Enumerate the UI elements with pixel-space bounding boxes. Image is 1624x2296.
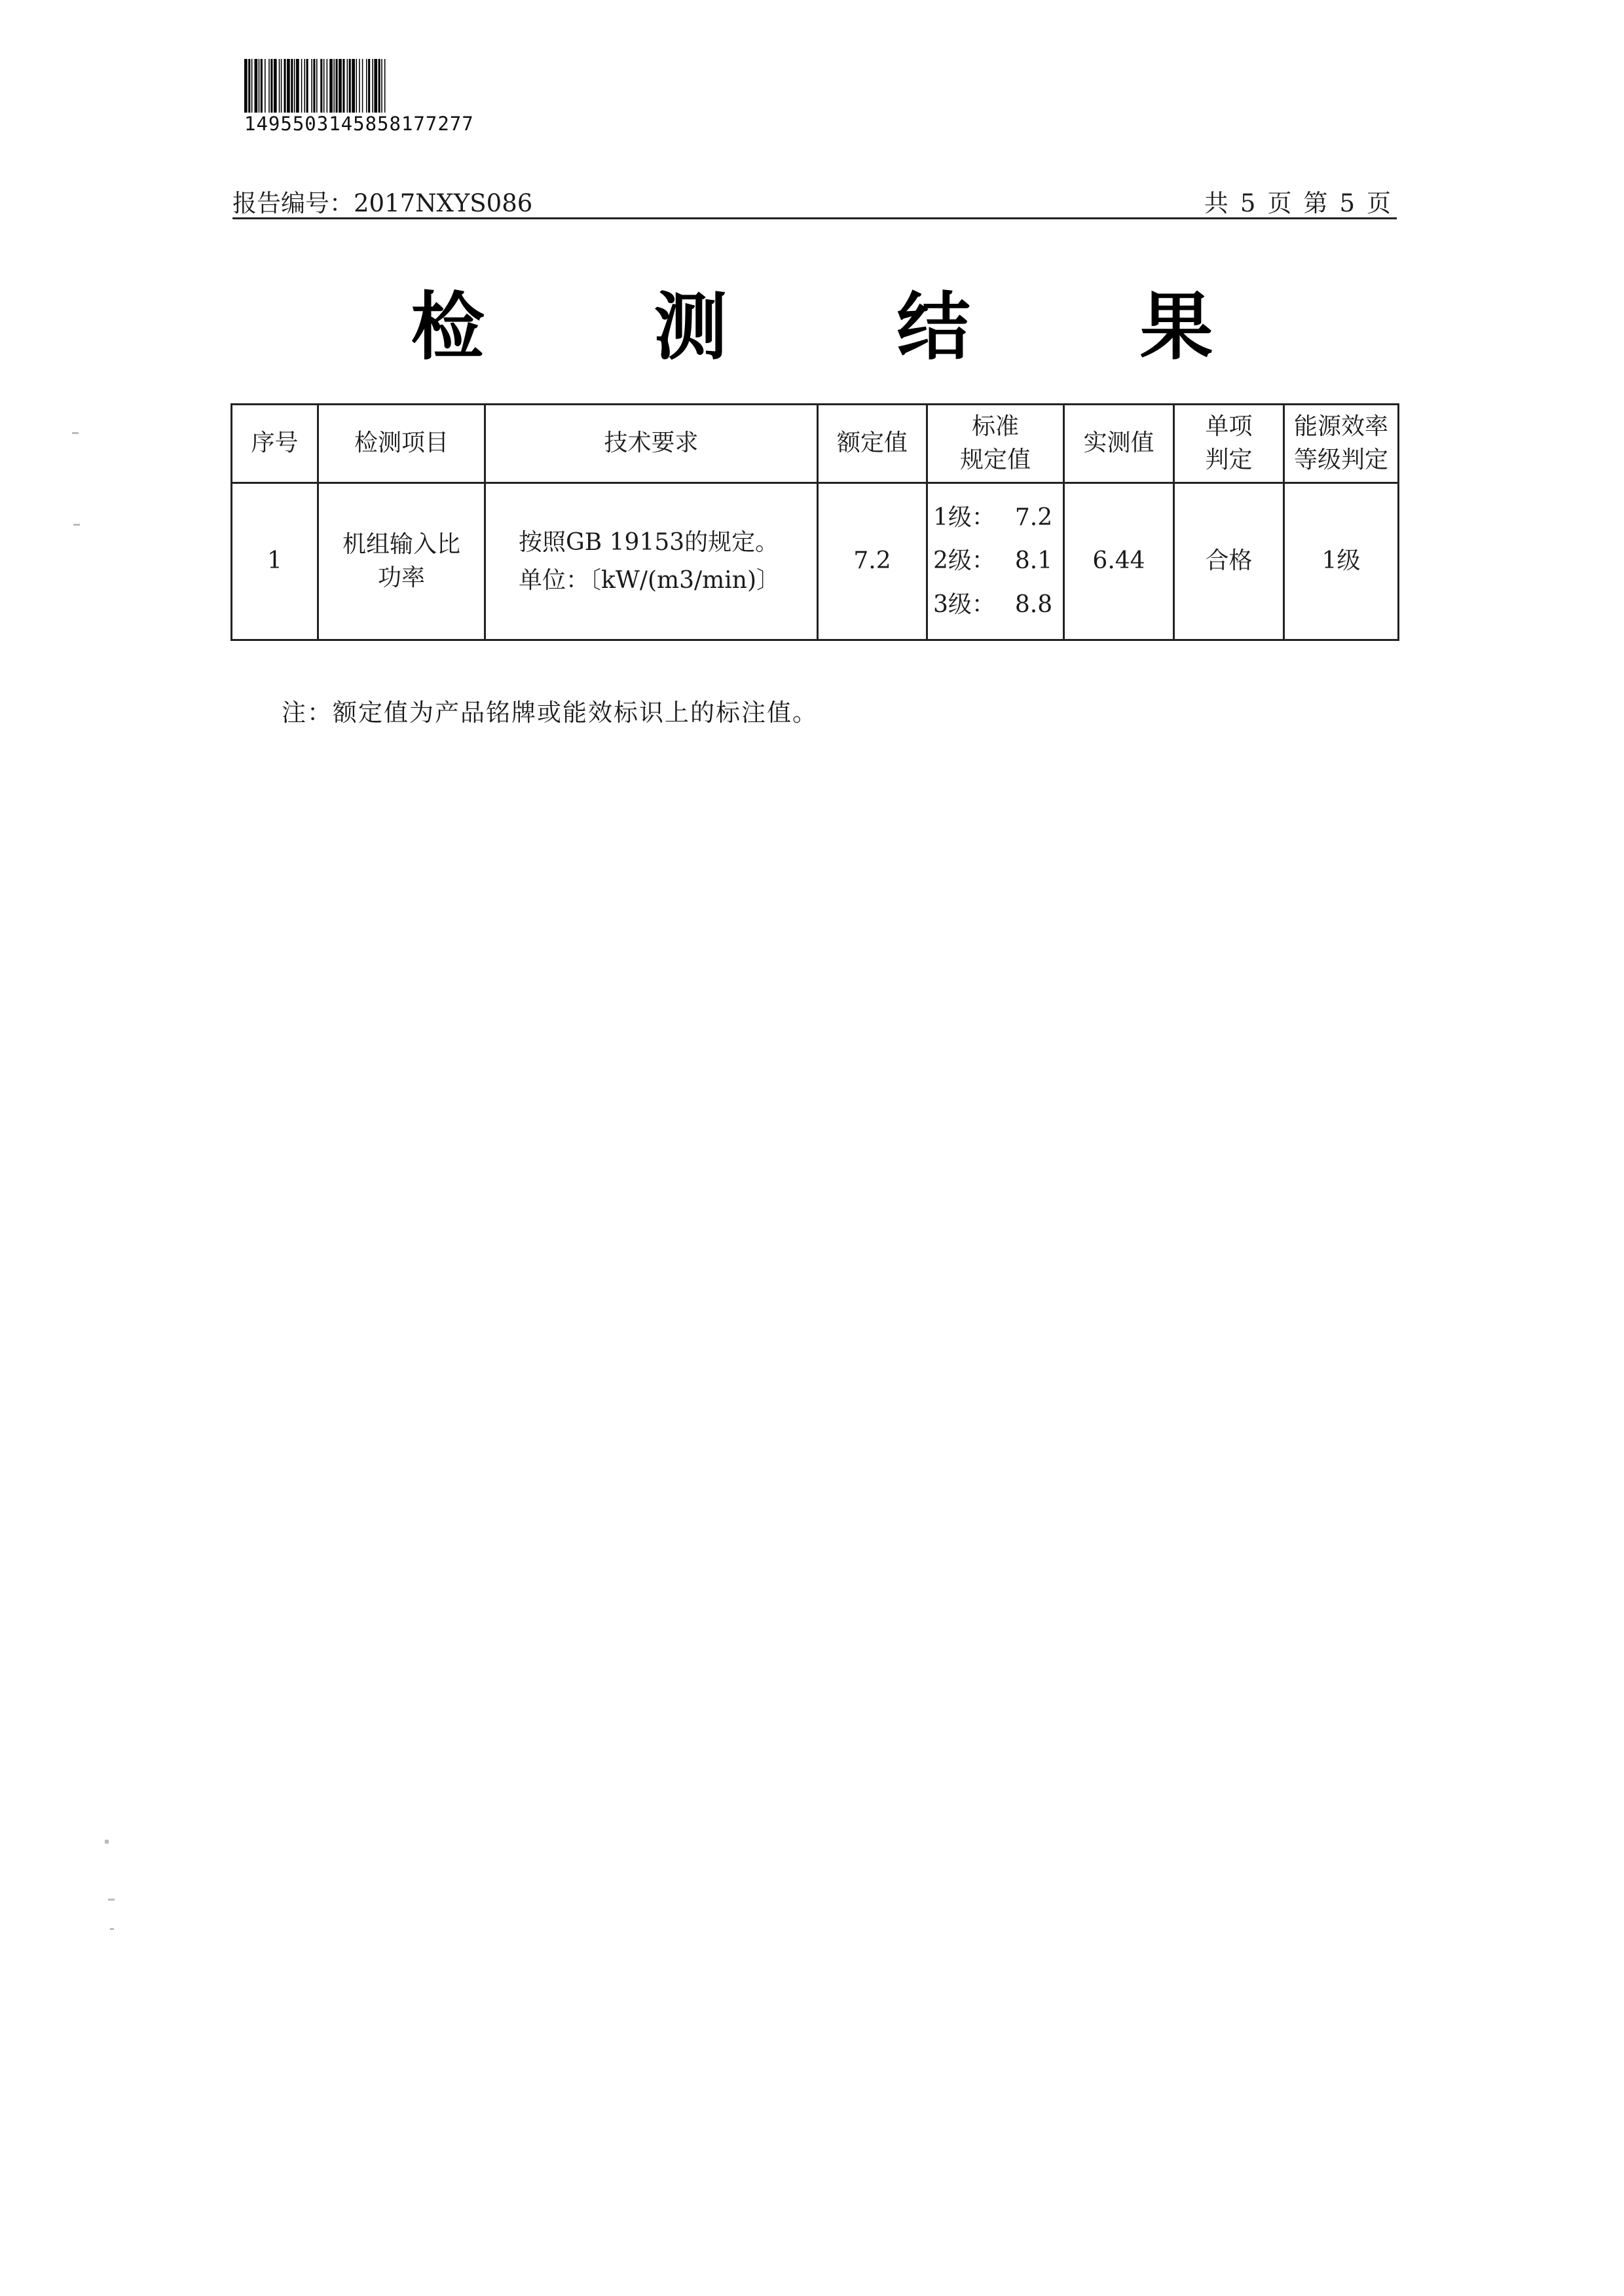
col-header-measured: 实测值: [1064, 405, 1174, 483]
page-label: 页: [1367, 189, 1391, 217]
cell-judgement: 合格: [1174, 483, 1284, 640]
barcode-bar: [323, 59, 325, 113]
barcode-bar: [296, 59, 299, 113]
barcode-bar: [356, 59, 358, 113]
barcode-bar: [378, 59, 380, 113]
barcode-bar: [333, 59, 335, 113]
total-pages: 5: [1240, 189, 1256, 217]
barcode-bar: [327, 59, 328, 113]
barcode-bar: [270, 59, 272, 113]
barcode-bar: [362, 59, 363, 113]
barcode-bar: [244, 59, 248, 113]
scan-mark: [73, 524, 80, 526]
barcode-bar: [251, 59, 253, 113]
cell-no: 1: [232, 483, 318, 640]
cell-efficiency-grade: 1级: [1284, 483, 1399, 640]
note: 注：额定值为产品铭牌或能效标识上的标注值。: [282, 699, 818, 727]
barcode-bar: [281, 59, 282, 113]
table-row: [232, 483, 1399, 640]
page-title: 检 测 结 果: [411, 285, 1285, 370]
scan-mark: [72, 432, 79, 434]
barcode-bar: [366, 59, 367, 113]
barcode-bar: [349, 59, 351, 113]
barcode-bar: [294, 59, 295, 113]
barcode-bar: [291, 59, 293, 113]
barcode-bar: [301, 59, 303, 113]
grade-line: 1级： 7.2: [933, 503, 1053, 531]
barcode-bar: [339, 59, 342, 113]
report-header: [232, 183, 1397, 219]
cell-rated: 7.2: [818, 483, 927, 640]
results-table: [231, 403, 1399, 641]
barcode-bar: [261, 59, 263, 113]
barcode-bar: [368, 59, 370, 113]
barcode-bar: [374, 59, 377, 113]
barcode-bar: [372, 59, 373, 113]
barcode-bar: [255, 59, 258, 113]
requirement-unit: 单位：〔kW/(m3/min)〕: [519, 566, 781, 594]
scan-mark: [108, 1899, 115, 1901]
barcode-bar: [336, 59, 338, 113]
current-page: 5: [1339, 189, 1355, 217]
barcode-bar: [347, 59, 348, 113]
table-header-row: [232, 405, 1399, 483]
barcode-bar: [287, 59, 290, 113]
barcode-bar: [279, 59, 280, 113]
barcode-bar: [265, 59, 266, 113]
scan-mark: [105, 1840, 109, 1844]
barcode-bar: [306, 59, 308, 113]
cell-standard: [927, 483, 1064, 640]
cell-item: 机组输入比功率: [318, 483, 485, 640]
requirement-line: 按照GB 19153的规定。: [519, 528, 779, 556]
report-number-label: 报告编号：: [232, 189, 354, 217]
report-number: [232, 183, 532, 219]
barcode-bar: [284, 59, 286, 113]
barcode-bar: [342, 59, 344, 113]
barcode-bar: [381, 59, 382, 113]
barcode-bar: [313, 59, 315, 113]
col-header-item: 检测项目: [318, 405, 485, 483]
report-number-value: 2017NXYS086: [354, 189, 533, 217]
grade-line: 3级： 8.8: [933, 591, 1053, 618]
barcode-bar: [384, 59, 386, 113]
barcode-bar: [268, 59, 270, 113]
barcode-bar: [311, 59, 312, 113]
barcode-number: 1495503145858177277: [244, 113, 474, 135]
barcode-bar: [359, 59, 360, 113]
current-label: 第: [1303, 189, 1328, 217]
col-header-efficiency-grade: 能源效率 等级判定: [1284, 405, 1399, 483]
cell-measured: 6.44: [1064, 483, 1174, 640]
grade-line: 2级： 8.1: [933, 547, 1053, 575]
col-header-judgement: 单项 判定: [1174, 405, 1284, 483]
barcode-bar: [316, 59, 318, 113]
barcode-icon: [244, 59, 496, 118]
barcode-bar: [259, 59, 260, 113]
barcode-bar: [248, 59, 250, 113]
total-label: 共: [1204, 189, 1228, 217]
barcode-bar: [320, 59, 322, 113]
barcode-bar: [352, 59, 355, 113]
col-header-no: 序号: [232, 405, 318, 483]
cell-requirement: [485, 483, 818, 640]
scan-mark: [110, 1928, 114, 1930]
col-header-standard: 标准 规定值: [927, 405, 1064, 483]
barcode-bar: [304, 59, 305, 113]
page-info: [1198, 183, 1397, 219]
page-label: 页: [1267, 189, 1292, 217]
barcode-bar: [274, 59, 277, 113]
col-header-requirement: 技术要求: [485, 405, 818, 483]
barcode-bar: [329, 59, 333, 113]
col-header-rated: 额定值: [818, 405, 927, 483]
